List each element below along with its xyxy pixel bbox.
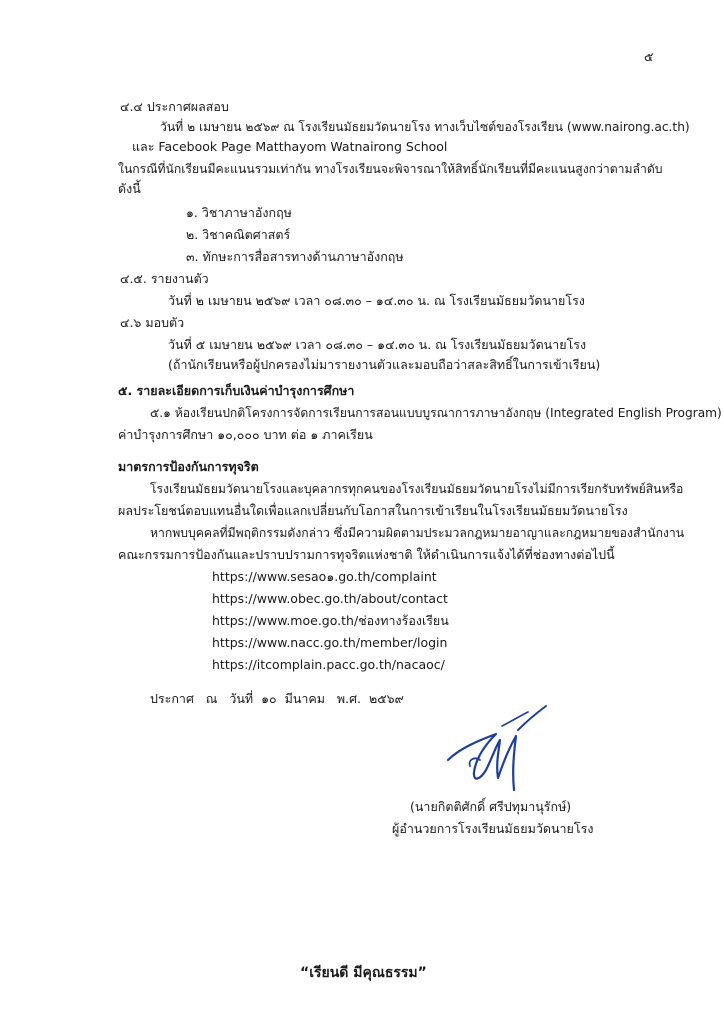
section-4-6-heading: ๔.๖ มอบตัว: [120, 315, 185, 330]
signature-image: [440, 700, 550, 800]
complaint-link-2[interactable]: https://www.obec.go.th/about/contact: [212, 591, 448, 606]
announcement-date: ประกาศ ณ วันที่ ๑๐ มีนาคม พ.ศ. ๒๕๖๙: [150, 691, 404, 706]
section-4-5-line-1: วันที่ ๒ เมษายน ๒๕๖๙ เวลา ๐๘.๓๐ – ๑๔.๓๐ น. ณ โรงเรียนมัธยมวัดนายโรง: [168, 293, 585, 308]
signer-name: (นายกิตติศักดิ์ ศรีปทุมานุรักษ์): [410, 799, 572, 814]
section-4-5-heading: ๔.๕. รายงานตัว: [120, 271, 209, 286]
anti-corruption-para-2a: หากพบบุคคลที่มีพฤติกรรมดังกล่าว ซึ่งมีความผิดตามประมวลกฎหมายอาญาและกฎหมายของสำนักงาน: [150, 526, 685, 540]
complaint-link-4[interactable]: https://www.nacc.go.th/member/login: [212, 635, 448, 650]
section-4-4-line-4: ดังนี้: [118, 181, 141, 196]
section-5-line-2: ค่าบำรุงการศึกษา ๑๐,๐๐๐ บาท ต่อ ๑ ภาคเรียน: [118, 427, 373, 442]
anti-corruption-para-2b: คณะกรรมการป้องกันและปราบปรามการทุจริตแห่งชาติ ให้ดำเนินการแจ้งได้ที่ช่องทางต่อไปนี้: [118, 547, 615, 562]
section-5-line-1: ๕.๑ ห้องเรียนปกติโครงการจัดการเรียนการสอนแบบบูรณาการภาษาอังกฤษ (Integrated English Program): [150, 406, 722, 420]
criteria-item-1: ๑. วิชาภาษาอังกฤษ: [186, 205, 292, 220]
section-4-4-line-2: และ Facebook Page Matthayom Watnairong School: [132, 139, 448, 154]
school-motto: “เรียนดี มีคุณธรรม”: [300, 965, 427, 981]
section-4-4-line-1: วันที่ ๒ เมษายน ๒๕๖๙ ณ โรงเรียนมัธยมวัดนายโรง ทางเว็บไซต์ของโรงเรียน (www.nairong.ac.th): [160, 120, 690, 134]
section-4-6-line-1: วันที่ ๕ เมษายน ๒๕๖๙ เวลา ๐๘.๓๐ – ๑๔.๓๐ น. ณ โรงเรียนมัธยมวัดนายโรง: [168, 337, 587, 352]
section-5-heading: ๕. รายละเอียดการเก็บเงินค่าบำรุงการศึกษา: [118, 383, 355, 398]
complaint-link-5[interactable]: https://itcomplain.pacc.go.th/nacaoc/: [212, 657, 445, 672]
section-4-6-line-2: (ถ้านักเรียนหรือผู้ปกครองไม่มารายงานตัวและมอบถือว่าสละสิทธิ์ในการเข้าเรียน): [168, 357, 601, 372]
complaint-link-3[interactable]: https://www.moe.go.th/ช่องทางร้องเรียน: [212, 613, 449, 628]
anti-corruption-heading: มาตรการป้องกันการทุจริต: [118, 459, 259, 474]
page-number: ๕: [644, 49, 654, 64]
anti-corruption-para-1b: ผลประโยชน์ตอบแทนอื่นใดเพื่อแลกเปลี่ยนกับโอกาสในการเข้าเรียนในโรงเรียนมัธยมวัดนายโรง: [118, 503, 628, 518]
anti-corruption-para-1a: โรงเรียนมัธยมวัดนายโรงและบุคลากรทุกคนของโรงเรียนมัธยมวัดนายโรงไม่มีการเรียกรับทรัพย์สินหรือ: [150, 482, 684, 496]
section-4-4-heading: ๔.๔ ประกาศผลสอบ: [120, 99, 229, 114]
signer-title: ผู้อำนวยการโรงเรียนมัธยมวัดนายโรง: [392, 821, 594, 836]
complaint-link-1[interactable]: https://www.sesao๑.go.th/complaint: [212, 569, 437, 584]
section-4-4-line-3: ในกรณีที่นักเรียนมีคะแนนรวมเท่ากัน ทางโรงเรียนจะพิจารณาให้สิทธิ์นักเรียนที่มีคะแนนสูงกว่าตามลำดับ: [118, 162, 663, 176]
criteria-item-2: ๒. วิชาคณิตศาสตร์: [186, 227, 291, 242]
criteria-item-3: ๓. ทักษะการสื่อสารทางด้านภาษาอังกฤษ: [186, 249, 404, 264]
